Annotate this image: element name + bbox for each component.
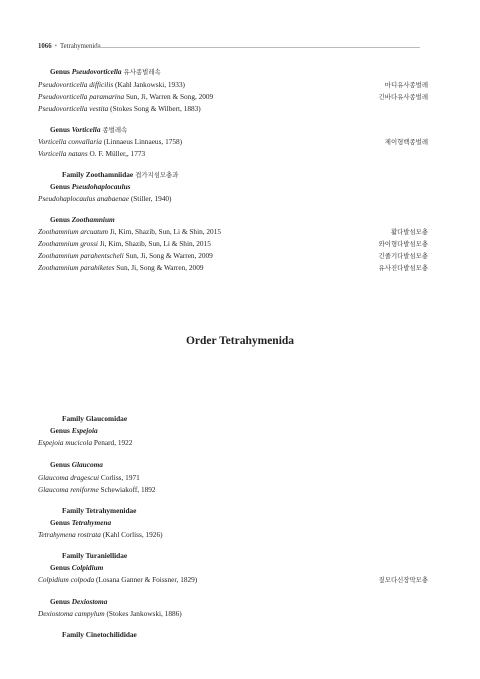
species-entry <box>38 227 221 237</box>
species-name: Zoothamnium parahentscheli <box>38 251 124 260</box>
genus-rank-label: Genus <box>50 460 72 469</box>
family-entry <box>62 630 137 640</box>
genus-rank-label: Genus <box>50 215 72 224</box>
species-entry <box>38 609 182 619</box>
species-authority: Penard, 1922 <box>92 438 133 447</box>
species-entry <box>38 149 145 159</box>
genus-name: Glaucoma <box>71 460 103 469</box>
genus-entry <box>50 426 98 436</box>
korean-common-name: 활다발섬모충 <box>390 228 428 236</box>
species-name: Dexiostoma campylum <box>38 609 105 618</box>
family-entry <box>62 414 127 424</box>
species-name: Glaucoma dragescui <box>38 473 100 482</box>
genus-korean-name: 종벌레속 <box>100 126 128 134</box>
species-authority: Sun, Ji, Song & Warren, 2009 <box>114 263 204 272</box>
species-authority: (Stiller, 1940) <box>129 194 172 203</box>
species-entry <box>38 530 163 540</box>
family-name: Turaniellidae <box>85 551 128 560</box>
genus-name: Colpidium <box>71 563 104 572</box>
species-authority: (Losana Ganner & Foissner, 1829) <box>94 575 198 584</box>
genus-name: Pseudovorticella <box>71 67 122 76</box>
family-name: Tetrahymenidae <box>85 506 137 515</box>
species-entry <box>38 473 140 483</box>
species-name: Espejoia mucicola <box>38 438 93 447</box>
species-entry <box>38 194 171 204</box>
genus-rank-label: Genus <box>50 182 72 191</box>
genus-rank-label: Genus <box>50 518 72 527</box>
species-entry <box>38 575 197 585</box>
korean-common-name: 긴바다유사종벌레 <box>378 93 428 101</box>
korean-common-name: 짚모다신장막모충 <box>378 576 428 584</box>
genus-entry <box>50 518 111 528</box>
family-entry <box>62 170 178 180</box>
family-korean-name: 겹가지섬모충과 <box>133 171 179 179</box>
species-name: Tetrahymena rostrata <box>38 530 101 539</box>
order-heading: Order Tetrahymenida <box>185 335 295 347</box>
species-name: Vorticella natans <box>38 149 88 158</box>
family-rank-label: Family <box>62 551 86 560</box>
genus-entry <box>50 215 115 225</box>
genus-entry <box>50 125 127 135</box>
species-authority: Schewiakoff, 1892 <box>98 485 156 494</box>
species-name: Pseudovorticella difficilis <box>38 80 114 89</box>
species-authority: O. F. Müller,, 1773 <box>87 149 146 158</box>
species-authority: Ji, Kim, Shazib, Sun, Li & Shin, 2015 <box>108 227 221 236</box>
header-rule <box>94 47 420 48</box>
species-authority: (Kahl Corliss, 1926) <box>100 530 163 539</box>
species-authority: Sun, Ji, Warren & Song, 2009 <box>124 92 214 101</box>
family-rank-label: Family <box>62 506 86 515</box>
species-entry <box>38 92 213 102</box>
genus-entry <box>50 563 103 573</box>
korean-common-name: 마디유사종벌레 <box>384 81 428 89</box>
korean-common-name: 와이형다발섬모충 <box>378 240 428 248</box>
species-authority: (Stokes Song & Wilbert, 1883) <box>108 104 201 113</box>
genus-name: Espejoia <box>71 426 98 435</box>
genus-rank-label: Genus <box>50 597 72 606</box>
genus-name: Tetrahymena <box>71 518 112 527</box>
genus-entry <box>50 182 131 192</box>
page-number: 1066 <box>38 43 52 50</box>
species-authority: Sun, Ji, Song & Warren, 2009 <box>123 251 213 260</box>
species-name: Glaucoma reniforme <box>38 485 99 494</box>
species-name: Pseudovorticella paramarina <box>38 92 125 101</box>
genus-entry <box>50 67 161 77</box>
family-entry <box>62 551 127 561</box>
species-name: Zoothamnium arcuatum <box>38 227 109 236</box>
family-rank-label: Family <box>62 170 86 179</box>
species-entry <box>38 438 132 448</box>
genus-name: Pseudohaplocaulus <box>71 182 131 191</box>
genus-entry <box>50 597 107 607</box>
separator-dot: • <box>54 43 57 50</box>
family-name: Glaucomidae <box>85 414 128 423</box>
genus-rank-label: Genus <box>50 125 72 134</box>
species-name: Pseudovorticella vestita <box>38 104 109 113</box>
family-entry <box>62 506 136 516</box>
species-authority: (Linnaeus Linnaeus, 1758) <box>101 137 183 146</box>
running-header <box>38 43 101 50</box>
family-name: Cinetochilididae <box>85 630 137 639</box>
genus-rank-label: Genus <box>50 426 72 435</box>
species-entry <box>38 80 185 90</box>
species-authority: (Kahl Jankowski, 1933) <box>113 80 185 89</box>
species-name: Zoothamnium grossi <box>38 239 98 248</box>
species-authority: (Stokes Jankowski, 1886) <box>104 609 182 618</box>
korean-common-name: 유사진다발섬모충 <box>378 264 428 272</box>
genus-rank-label: Genus <box>50 67 72 76</box>
genus-name: Zoothamnium <box>71 215 115 224</box>
species-entry <box>38 137 182 147</box>
species-authority: Ji, Kim, Shazib, Sun, Li & Shin, 2015 <box>97 239 211 248</box>
genus-name: Dexiostoma <box>71 597 108 606</box>
genus-name: Vorticella <box>71 125 101 134</box>
species-entry <box>38 485 156 495</box>
species-name: Pseudohaplocaulus anabaenae <box>38 194 129 203</box>
species-authority: Corliss, 1971 <box>99 473 140 482</box>
family-rank-label: Family <box>62 630 86 639</box>
species-entry <box>38 104 201 114</box>
genus-korean-name: 유사종벌레속 <box>121 68 161 76</box>
family-rank-label: Family <box>62 414 86 423</box>
species-entry <box>38 251 213 261</box>
korean-common-name: 긴줄기다발섬모충 <box>378 252 428 260</box>
species-name: Vorticella convallaria <box>38 137 102 146</box>
species-entry <box>38 263 204 273</box>
species-entry <box>38 239 211 249</box>
species-name: Zoothamnium parahiketes <box>38 263 115 272</box>
family-name: Zoothamniidae <box>85 170 134 179</box>
korean-common-name: 제이형백종벌레 <box>384 138 428 146</box>
genus-rank-label: Genus <box>50 563 72 572</box>
genus-entry <box>50 460 103 470</box>
running-header-section: Tetrahymenida <box>59 43 101 50</box>
species-name: Colpidium colpoda <box>38 575 95 584</box>
